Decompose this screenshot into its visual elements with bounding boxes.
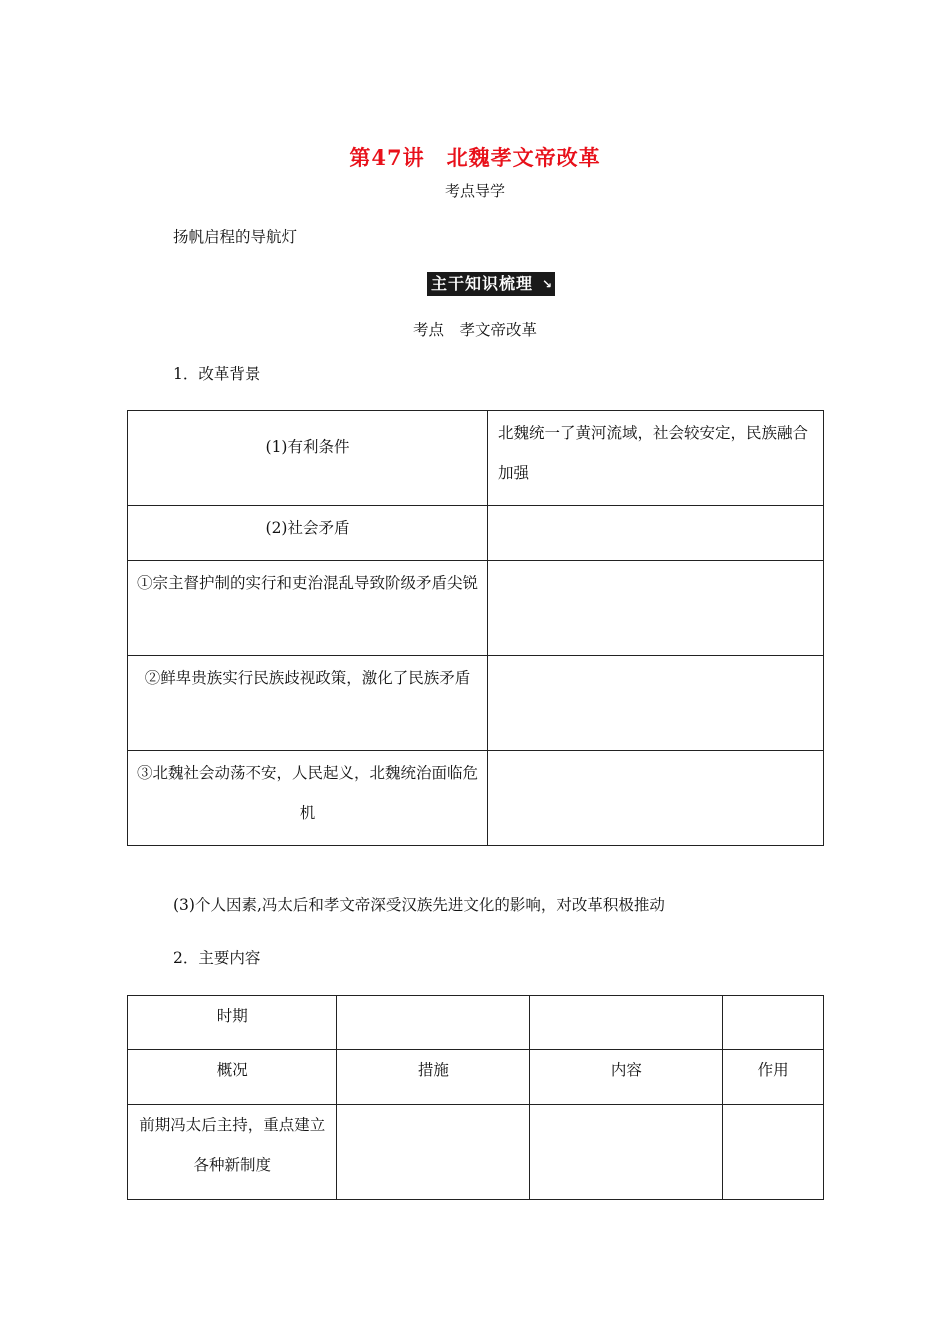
table-cell: 作用 (723, 1050, 824, 1105)
table-cell: ②鲜卑贵族实行民族歧视政策，激化了民族矛盾 (128, 656, 488, 751)
content-table (127, 995, 824, 1200)
banner-label: 主干知识梳理 (431, 274, 534, 293)
table-cell: 措施 (337, 1050, 530, 1105)
page-subtitle: 考点导学 (444, 182, 505, 200)
table-cell: 北魏统一了黄河流域，社会较安定，民族融合加强 (488, 411, 824, 506)
table-cell (723, 1105, 824, 1200)
section-title: 考点 孝文帝改革 (412, 321, 537, 339)
table-row (128, 411, 824, 506)
table-row (128, 656, 824, 751)
guide-heading: 扬帆启程的导航灯 (173, 228, 298, 246)
table-cell (723, 996, 824, 1050)
background-table (127, 410, 824, 846)
personal-factor-note: (3)个人因素,冯太后和孝文帝深受汉族先进文化的影响，对改革积极推动 (173, 896, 665, 914)
table-cell: ①宗主督护制的实行和吏治混乱导致阶级矛盾尖锐 (128, 561, 488, 656)
table-cell: 时期 (128, 996, 337, 1050)
table-row (128, 506, 824, 561)
table-cell (488, 751, 824, 846)
section-banner (427, 272, 555, 296)
table-cell: 概况 (128, 1050, 337, 1105)
table-cell: ③北魏社会动荡不安，人民起义，北魏统治面临危机 (128, 751, 488, 846)
table-cell (530, 996, 723, 1050)
table-cell: 前期冯太后主持，重点建立各种新制度 (128, 1105, 337, 1200)
table-row (128, 996, 824, 1050)
table-row (128, 1050, 824, 1105)
table-cell: (2)社会矛盾 (128, 506, 488, 561)
table-cell (530, 1105, 723, 1200)
table-row (128, 561, 824, 656)
table-row (128, 751, 824, 846)
page-title: 第47讲 北魏孝文帝改革 (349, 145, 601, 170)
table-cell (488, 506, 824, 561)
table-cell (337, 1105, 530, 1200)
table-cell (337, 996, 530, 1050)
table-cell (488, 561, 824, 656)
table-cell: (1)有利条件 (128, 411, 488, 506)
table-row (128, 1105, 824, 1200)
heading-content: 2．主要内容 (173, 949, 261, 967)
heading-background: 1．改革背景 (173, 365, 261, 383)
table-cell (488, 656, 824, 751)
arrow-icon: ↘ (541, 277, 553, 291)
table-cell: 内容 (530, 1050, 723, 1105)
